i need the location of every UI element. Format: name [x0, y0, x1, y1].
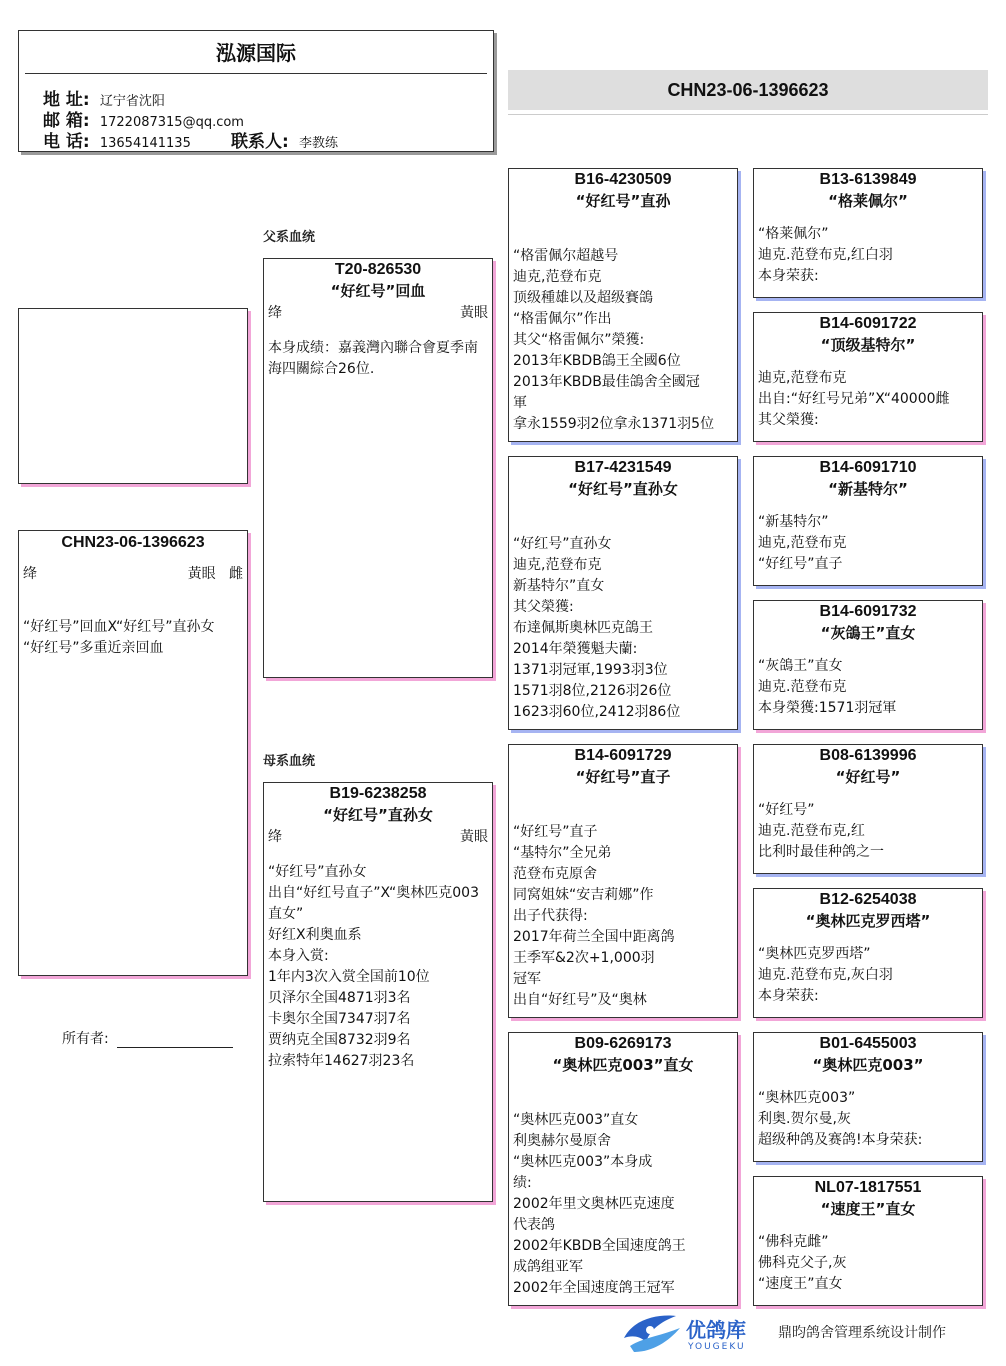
ggp2-ring-id: B14-6091722 — [819, 315, 917, 332]
ggp3-note-line: “好红号”直子 — [758, 556, 843, 572]
dam-meta — [264, 826, 492, 848]
subject-card — [18, 530, 248, 976]
gp2-note-line: 1623羽60位,2412羽86位 — [513, 704, 681, 720]
phone-label: 电 话: — [43, 132, 90, 152]
ggp1-name: “格莱佩尔” — [828, 192, 908, 210]
ggp8-name: “速度王”直女 — [820, 1200, 916, 1218]
ggp2-note-line: 其父榮獲: — [758, 412, 819, 428]
ggp3-note-line: “新基特尔” — [758, 514, 829, 530]
ggp1-ring-id: B13-6139849 — [819, 171, 917, 188]
subject-notes — [19, 617, 247, 659]
great-grandparent-card-8 — [753, 1176, 983, 1306]
great-grandparent-card-7 — [753, 1032, 983, 1162]
dam-card — [263, 782, 493, 1202]
gp4-note-line: 成鸽组亚军 — [513, 1259, 583, 1275]
gp1-note-line: “格雷佩尔超越号 — [513, 248, 619, 264]
grandparent-card-4 — [508, 1032, 738, 1306]
gp2-name: “好红号”直孙女 — [568, 480, 678, 498]
gp1-note-line: 2013年KBDB最佳鴿舍全國冠 — [513, 374, 700, 390]
gp3-note-line: 出子代获得: — [513, 908, 588, 924]
gp3-name: “好红号”直子 — [575, 768, 671, 786]
dam-eye: 黃眼 — [460, 829, 488, 845]
gp1-note-line: 顶级種雄以及超级賽鴿 — [513, 290, 653, 306]
gp4-note-line: 2002年KBDB全国速度鸽王 — [513, 1238, 686, 1254]
gp4-ring-id: B09-6269173 — [574, 1035, 672, 1052]
email-label: 邮 箱: — [43, 111, 90, 131]
ggp6-notes — [754, 944, 982, 1007]
owner-row — [62, 1028, 233, 1048]
ggp5-ring-id: B08-6139996 — [819, 747, 917, 764]
gp3-note-line: 同窝姐妹“安吉莉娜”作 — [513, 887, 654, 903]
ring-number-banner: CHN23-06-1396623 — [508, 70, 988, 110]
sire-card — [263, 258, 493, 678]
dam-note-line: 出自“好红号直子”X“奥林匹克003直女” — [268, 885, 479, 922]
gp2-note-line: 新基特尔”直女 — [513, 578, 605, 594]
email-value: 1722087315@qq.com — [99, 115, 244, 130]
ggp3-name: “新基特尔” — [828, 480, 908, 498]
ggp8-ring-id: NL07-1817551 — [814, 1179, 922, 1196]
ggp2-note-line: 出自:“好红号兄弟”X“40000雌 — [758, 391, 950, 407]
gp3-note-line: 出自“好红号”及“奥林 — [513, 992, 647, 1008]
great-grandparent-card-4 — [753, 600, 983, 730]
gp2-note-line: 1571羽8位,2126羽26位 — [513, 683, 672, 699]
ggp4-notes — [754, 656, 982, 719]
gp3-note-line: “基特尔”全兄弟 — [513, 845, 612, 861]
ggp8-note-line: “速度王”直女 — [758, 1276, 843, 1292]
ggp5-name: “好红号” — [835, 768, 901, 786]
loft-title: 泓源国际 — [216, 41, 296, 65]
great-grandparent-card-1 — [753, 168, 983, 298]
great-grandparent-card-2 — [753, 312, 983, 442]
owner-label: 所有者: — [62, 1031, 109, 1047]
dam-note-line: 本身入赏: — [268, 948, 329, 964]
dam-name: “好红号”直孙女 — [323, 806, 433, 824]
ggp3-notes — [754, 512, 982, 575]
gp1-note-line: 拿永1559羽2位拿永1371羽5位 — [513, 416, 715, 432]
ggp2-note-line: 迪克,范登布克 — [758, 370, 847, 386]
contact-value: 李教练 — [298, 136, 338, 151]
ggp5-note-line: 比利时最佳种鸽之一 — [758, 844, 884, 860]
ggp7-note-line: “奥林匹克003” — [758, 1090, 856, 1106]
gp4-name: “奥林匹克003”直女 — [552, 1056, 694, 1074]
gp3-ring-id: B14-6091729 — [574, 747, 672, 764]
gp3-note-line: 王季军&2次+1,000羽 — [513, 950, 655, 966]
address-value: 辽宁省沈阳 — [99, 94, 165, 109]
gp4-note-line: 绩: — [513, 1175, 532, 1191]
sire-notes: 本身成绩：嘉義灣內聯合會夏季南海四關綜合26位. — [268, 340, 478, 377]
gp3-notes — [509, 822, 737, 1011]
ggp1-note-line: 迪克.范登布克,红白羽 — [758, 247, 893, 263]
ggp1-note-line: 本身荣获: — [758, 268, 819, 284]
ggp6-note-line: 本身荣获: — [758, 988, 819, 1004]
gp4-notes — [509, 1110, 737, 1299]
ggp7-ring-id: B01-6455003 — [819, 1035, 917, 1052]
ggp8-note-line: 佛科克父子,灰 — [758, 1255, 847, 1271]
sire-name: “好红号”回血 — [330, 282, 426, 300]
ggp7-notes — [754, 1088, 982, 1151]
photo-frame — [18, 308, 248, 484]
dam-note-line: 贝泽尔全国4871羽3名 — [268, 990, 411, 1006]
ggp1-notes — [754, 224, 982, 287]
subject-note-line: “好红号”多重近亲回血 — [23, 640, 164, 656]
phone-row — [43, 127, 191, 152]
gp2-note-line: 1371羽冠軍,1993羽3位 — [513, 662, 668, 678]
gp4-note-line: 2002年全国速度鸽王冠军 — [513, 1280, 675, 1296]
dam-color: 绛 — [268, 829, 282, 845]
dam-note-line: “好红号”直孙女 — [268, 864, 367, 880]
subject-meta — [19, 563, 247, 585]
dam-notes — [264, 862, 492, 1072]
phone-value: 13654141135 — [99, 136, 191, 151]
bird-logo-icon — [620, 1308, 684, 1358]
gp4-note-line: 利奥赫尔曼原舍 — [513, 1133, 611, 1149]
dam-note-line: 拉索特年14627羽23名 — [268, 1053, 415, 1069]
address-label: 地 址: — [43, 90, 90, 110]
gp2-ring-id: B17-4231549 — [574, 459, 672, 476]
ring-band-divider — [508, 114, 988, 115]
gp2-note-line: “好红号”直孙女 — [513, 536, 612, 552]
gp3-note-line: 范登布克原舍 — [513, 866, 597, 882]
sire-line-label: 父系血统 — [263, 230, 316, 245]
gp3-note-line: 冠军 — [513, 971, 541, 987]
sire-ring-id: T20-826530 — [334, 261, 422, 278]
ggp7-name: “奥林匹克003” — [812, 1056, 924, 1074]
gp4-note-line: 代表鸽 — [513, 1217, 555, 1233]
ggp5-note-line: “好红号” — [758, 802, 815, 818]
ggp7-note-line: 利奥.贺尔曼,灰 — [758, 1111, 851, 1127]
gp1-name: “好红号”直孙 — [575, 192, 671, 210]
ggp2-notes — [754, 368, 982, 431]
grandparent-card-3 — [508, 744, 738, 1018]
ggp8-notes — [754, 1232, 982, 1295]
gp1-note-line: 2013年KBDB鴿王全國6位 — [513, 353, 681, 369]
owner-signature-line — [117, 1033, 233, 1048]
footer-brand-sub: YOUGEKU — [688, 1342, 746, 1352]
dam-line-label: 母系血统 — [263, 754, 316, 769]
gp4-note-line: “奥林匹克003”直女 — [513, 1112, 639, 1128]
ggp6-note-line: “奥林匹克罗西塔” — [758, 946, 871, 962]
subject-eye: 黃眼 — [187, 566, 216, 582]
grandparent-card-2 — [508, 456, 738, 730]
sire-color: 绛 — [268, 305, 282, 321]
ggp3-ring-id: B14-6091710 — [819, 459, 917, 476]
great-grandparent-card-6 — [753, 888, 983, 1018]
ggp6-note-line: 迪克.范登布克,灰白羽 — [758, 967, 893, 983]
gp1-note-line: 其父“格雷佩尔”榮獲: — [513, 332, 645, 348]
gp2-note-line: 迪克,范登布克 — [513, 557, 602, 573]
gp2-note-line: 布達佩斯奧林匹克鴿王 — [513, 620, 653, 636]
ggp5-notes — [754, 800, 982, 863]
ggp8-note-line: “佛科克雌” — [758, 1234, 829, 1250]
ggp1-note-line: “格莱佩尔” — [758, 226, 829, 242]
ggp7-note-line: 超级种鸽及赛鸽!本身荣获: — [758, 1132, 923, 1148]
footer-credit: 鼎昀鸽舍管理系统设计制作 — [778, 1325, 946, 1341]
gp3-note-line: 2017年荷兰全国中距离鸽 — [513, 929, 675, 945]
gp4-note-line: 2002年里文奥林匹克速度 — [513, 1196, 675, 1212]
ggp3-note-line: 迪克,范登布克 — [758, 535, 847, 551]
contact-label: 联系人: — [231, 132, 289, 152]
gp3-note-line: “好红号”直子 — [513, 824, 598, 840]
gp1-ring-id: B16-4230509 — [574, 171, 672, 188]
footer — [620, 1306, 1000, 1360]
sire-meta — [264, 302, 492, 324]
gp2-note-line: 其父榮獲: — [513, 599, 574, 615]
subject-color: 绛 — [23, 566, 37, 582]
great-grandparent-card-3 — [753, 456, 983, 586]
gp1-note-line: “格雷佩尔”作出 — [513, 311, 612, 327]
dam-ring-id: B19-6238258 — [329, 785, 427, 802]
ggp4-note-line: “灰鴿王”直女 — [758, 658, 843, 674]
gp1-note-line: 迪克,范登布克 — [513, 269, 602, 285]
header-divider — [25, 73, 487, 74]
great-grandparent-card-5 — [753, 744, 983, 874]
gp1-note-line: 軍 — [513, 395, 527, 411]
sire-eye: 黃眼 — [460, 305, 488, 321]
gp4-note-line: “奥林匹克003”本身成 — [513, 1154, 653, 1170]
ggp6-name: “奥林匹克罗西塔” — [805, 912, 931, 930]
subject-sex: 雌 — [229, 566, 243, 582]
dam-note-line: 1年内3次入赏全国前10位 — [268, 969, 430, 985]
gp2-notes — [509, 534, 737, 723]
header-box — [18, 30, 494, 152]
dam-note-line: 好红X利奥血系 — [268, 927, 362, 943]
ggp2-name: “顶级基特尔” — [820, 336, 916, 354]
ggp5-note-line: 迪克.范登布克,红 — [758, 823, 865, 839]
ggp4-name: “灰鴿王”直女 — [820, 624, 916, 642]
dam-note-line: 贾纳克全国8732羽9名 — [268, 1032, 411, 1048]
subject-note-line: “好红号”回血X“好红号”直孙女 — [23, 619, 215, 635]
ggp6-ring-id: B12-6254038 — [819, 891, 917, 908]
subject-eye-sex — [188, 563, 243, 585]
ggp4-note-line: 迪克.范登布克 — [758, 679, 847, 695]
ggp4-ring-id: B14-6091732 — [819, 603, 917, 620]
contact-row — [231, 127, 338, 152]
subject-ring-id: CHN23-06-1396623 — [61, 534, 205, 551]
gp2-note-line: 2014年榮獲魁夫蘭: — [513, 641, 638, 657]
footer-brand: 优鸽库 — [686, 1318, 746, 1342]
grandparent-card-1 — [508, 168, 738, 442]
gp1-notes — [509, 246, 737, 435]
ggp4-note-line: 本身榮獲:1571羽冠軍 — [758, 700, 897, 716]
dam-note-line: 卡奥尔全国7347羽7名 — [268, 1011, 411, 1027]
